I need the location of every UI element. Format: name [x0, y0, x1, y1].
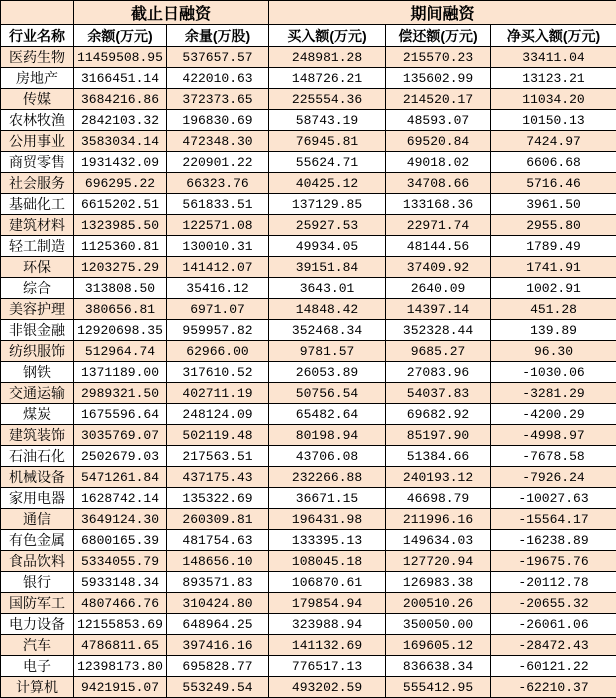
- value-cell: 62966.00: [167, 341, 269, 362]
- value-cell: 9781.57: [269, 341, 386, 362]
- column-header-row: [1, 25, 616, 47]
- column-header-industry: 行业名称: [1, 25, 74, 47]
- value-cell: 215570.23: [386, 47, 491, 68]
- industry-cell: 商贸零售: [1, 152, 74, 173]
- industry-cell: 建筑装饰: [1, 425, 74, 446]
- value-cell: 317610.52: [167, 362, 269, 383]
- value-cell: 130010.31: [167, 236, 269, 257]
- value-cell: 323988.94: [269, 614, 386, 635]
- table-row: [1, 488, 616, 509]
- value-cell: 14397.14: [386, 299, 491, 320]
- value-cell: -7926.24: [491, 467, 616, 488]
- value-cell: 14848.42: [269, 299, 386, 320]
- value-cell: 3166451.14: [74, 68, 167, 89]
- value-cell: 133168.36: [386, 194, 491, 215]
- value-cell: 55624.71: [269, 152, 386, 173]
- industry-cell: 综合: [1, 278, 74, 299]
- value-cell: 11034.20: [491, 89, 616, 110]
- column-header-balance: 余额(万元): [74, 25, 167, 47]
- value-cell: 217563.51: [167, 446, 269, 467]
- value-cell: 26053.89: [269, 362, 386, 383]
- value-cell: 776517.13: [269, 656, 386, 677]
- value-cell: 3583034.14: [74, 131, 167, 152]
- value-cell: 96.30: [491, 341, 616, 362]
- value-cell: 352468.34: [269, 320, 386, 341]
- table-row: [1, 362, 616, 383]
- value-cell: 225554.36: [269, 89, 386, 110]
- value-cell: 69520.84: [386, 131, 491, 152]
- table-row: [1, 89, 616, 110]
- value-cell: 3649124.30: [74, 509, 167, 530]
- table-row: [1, 215, 616, 236]
- value-cell: 1789.49: [491, 236, 616, 257]
- value-cell: -20112.78: [491, 572, 616, 593]
- industry-cell: 纺织服饰: [1, 341, 74, 362]
- corner-cell: [1, 1, 74, 25]
- value-cell: 149634.03: [386, 530, 491, 551]
- value-cell: 402711.19: [167, 383, 269, 404]
- value-cell: 836638.34: [386, 656, 491, 677]
- industry-cell: 农林牧渔: [1, 110, 74, 131]
- value-cell: 10150.13: [491, 110, 616, 131]
- table-row: [1, 131, 616, 152]
- value-cell: 397416.16: [167, 635, 269, 656]
- value-cell: 3643.01: [269, 278, 386, 299]
- industry-cell: 电子: [1, 656, 74, 677]
- value-cell: 49934.05: [269, 236, 386, 257]
- value-cell: 12398173.80: [74, 656, 167, 677]
- value-cell: 4786811.65: [74, 635, 167, 656]
- table-row: [1, 257, 616, 278]
- industry-cell: 家用电器: [1, 488, 74, 509]
- value-cell: -4200.29: [491, 404, 616, 425]
- industry-cell: 非银金融: [1, 320, 74, 341]
- value-cell: 240193.12: [386, 467, 491, 488]
- value-cell: -28472.43: [491, 635, 616, 656]
- value-cell: 141132.69: [269, 635, 386, 656]
- industry-cell: 房地产: [1, 68, 74, 89]
- value-cell: 1125360.81: [74, 236, 167, 257]
- column-header-net-buy-amount: 净买入额(万元): [491, 25, 616, 47]
- table-row: [1, 404, 616, 425]
- value-cell: 481754.63: [167, 530, 269, 551]
- industry-cell: 基础化工: [1, 194, 74, 215]
- value-cell: 372373.65: [167, 89, 269, 110]
- industry-cell: 轻工制造: [1, 236, 74, 257]
- table-row: [1, 551, 616, 572]
- value-cell: 12920698.35: [74, 320, 167, 341]
- group-header-financing-balance: 截止日融资: [74, 1, 269, 25]
- value-cell: -4998.97: [491, 425, 616, 446]
- value-cell: 352328.44: [386, 320, 491, 341]
- value-cell: 1741.91: [491, 257, 616, 278]
- value-cell: 6971.07: [167, 299, 269, 320]
- industry-cell: 国防军工: [1, 593, 74, 614]
- value-cell: 6615202.51: [74, 194, 167, 215]
- value-cell: 196431.98: [269, 509, 386, 530]
- value-cell: 43706.08: [269, 446, 386, 467]
- value-cell: 122571.08: [167, 215, 269, 236]
- value-cell: 380656.81: [74, 299, 167, 320]
- value-cell: 58743.19: [269, 110, 386, 131]
- value-cell: 422010.63: [167, 68, 269, 89]
- value-cell: 39151.84: [269, 257, 386, 278]
- value-cell: -19675.76: [491, 551, 616, 572]
- value-cell: 169605.12: [386, 635, 491, 656]
- value-cell: -26061.06: [491, 614, 616, 635]
- value-cell: 200510.26: [386, 593, 491, 614]
- value-cell: 1628742.14: [74, 488, 167, 509]
- value-cell: 27083.96: [386, 362, 491, 383]
- value-cell: 76945.81: [269, 131, 386, 152]
- value-cell: 1203275.29: [74, 257, 167, 278]
- value-cell: 36671.15: [269, 488, 386, 509]
- table-row: [1, 194, 616, 215]
- value-cell: 54037.83: [386, 383, 491, 404]
- value-cell: 5334055.79: [74, 551, 167, 572]
- value-cell: 1931432.09: [74, 152, 167, 173]
- table-row: [1, 530, 616, 551]
- value-cell: 106870.61: [269, 572, 386, 593]
- value-cell: 472348.30: [167, 131, 269, 152]
- value-cell: 220901.22: [167, 152, 269, 173]
- industry-cell: 医药生物: [1, 47, 74, 68]
- value-cell: 553249.54: [167, 677, 269, 698]
- column-header-volume: 余量(万股): [167, 25, 269, 47]
- value-cell: 1371189.00: [74, 362, 167, 383]
- table-row: [1, 110, 616, 131]
- value-cell: 6800165.39: [74, 530, 167, 551]
- value-cell: 350050.00: [386, 614, 491, 635]
- industry-cell: 建筑材料: [1, 215, 74, 236]
- value-cell: 9421915.07: [74, 677, 167, 698]
- table-row: [1, 320, 616, 341]
- table-row: [1, 68, 616, 89]
- value-cell: 2955.80: [491, 215, 616, 236]
- value-cell: 80198.94: [269, 425, 386, 446]
- value-cell: 13123.21: [491, 68, 616, 89]
- value-cell: 133395.13: [269, 530, 386, 551]
- value-cell: -15564.17: [491, 509, 616, 530]
- value-cell: -16238.89: [491, 530, 616, 551]
- value-cell: 2842103.32: [74, 110, 167, 131]
- value-cell: 3961.50: [491, 194, 616, 215]
- value-cell: 12155853.69: [74, 614, 167, 635]
- industry-cell: 社会服务: [1, 173, 74, 194]
- table-row: [1, 173, 616, 194]
- value-cell: 310424.80: [167, 593, 269, 614]
- value-cell: 493202.59: [269, 677, 386, 698]
- value-cell: 959957.82: [167, 320, 269, 341]
- value-cell: 451.28: [491, 299, 616, 320]
- value-cell: 11459508.95: [74, 47, 167, 68]
- value-cell: 5716.46: [491, 173, 616, 194]
- table-row: [1, 47, 616, 68]
- industry-cell: 计算机: [1, 677, 74, 698]
- value-cell: 50756.54: [269, 383, 386, 404]
- value-cell: 179854.94: [269, 593, 386, 614]
- value-cell: 139.89: [491, 320, 616, 341]
- value-cell: 3035769.07: [74, 425, 167, 446]
- value-cell: 561833.51: [167, 194, 269, 215]
- industry-cell: 汽车: [1, 635, 74, 656]
- value-cell: 51384.66: [386, 446, 491, 467]
- industry-cell: 环保: [1, 257, 74, 278]
- value-cell: 35416.12: [167, 278, 269, 299]
- table-body: [1, 47, 616, 698]
- value-cell: 2502679.03: [74, 446, 167, 467]
- industry-cell: 食品饮料: [1, 551, 74, 572]
- value-cell: 6606.68: [491, 152, 616, 173]
- table-row: [1, 278, 616, 299]
- value-cell: 48144.56: [386, 236, 491, 257]
- value-cell: 7424.97: [491, 131, 616, 152]
- value-cell: 437175.43: [167, 467, 269, 488]
- table-row: [1, 677, 616, 698]
- value-cell: 512964.74: [74, 341, 167, 362]
- industry-cell: 通信: [1, 509, 74, 530]
- value-cell: 66323.76: [167, 173, 269, 194]
- value-cell: 126983.38: [386, 572, 491, 593]
- industry-cell: 传媒: [1, 89, 74, 110]
- value-cell: 211996.16: [386, 509, 491, 530]
- value-cell: 648964.25: [167, 614, 269, 635]
- value-cell: 49018.02: [386, 152, 491, 173]
- value-cell: 135602.99: [386, 68, 491, 89]
- industry-cell: 有色金属: [1, 530, 74, 551]
- value-cell: 5471261.84: [74, 467, 167, 488]
- table-row: [1, 236, 616, 257]
- group-header-row: [1, 1, 616, 25]
- value-cell: 196830.69: [167, 110, 269, 131]
- table-row: [1, 446, 616, 467]
- value-cell: 148726.21: [269, 68, 386, 89]
- value-cell: 1323985.50: [74, 215, 167, 236]
- table-row: [1, 425, 616, 446]
- industry-cell: 石油石化: [1, 446, 74, 467]
- industry-cell: 美容护理: [1, 299, 74, 320]
- table-row: [1, 299, 616, 320]
- table-row: [1, 635, 616, 656]
- value-cell: 313808.50: [74, 278, 167, 299]
- value-cell: 248124.09: [167, 404, 269, 425]
- value-cell: 33411.04: [491, 47, 616, 68]
- value-cell: 9685.27: [386, 341, 491, 362]
- value-cell: 4807466.76: [74, 593, 167, 614]
- value-cell: 135322.69: [167, 488, 269, 509]
- value-cell: 893571.83: [167, 572, 269, 593]
- column-header-repay-amount: 偿还额(万元): [386, 25, 491, 47]
- value-cell: 3684216.86: [74, 89, 167, 110]
- table-row: [1, 572, 616, 593]
- value-cell: 1675596.64: [74, 404, 167, 425]
- value-cell: -10027.63: [491, 488, 616, 509]
- value-cell: 65482.64: [269, 404, 386, 425]
- industry-cell: 交通运输: [1, 383, 74, 404]
- industry-cell: 钢铁: [1, 362, 74, 383]
- value-cell: 260309.81: [167, 509, 269, 530]
- value-cell: 40425.12: [269, 173, 386, 194]
- table-row: [1, 152, 616, 173]
- value-cell: 214520.17: [386, 89, 491, 110]
- industry-cell: 煤炭: [1, 404, 74, 425]
- value-cell: 502119.48: [167, 425, 269, 446]
- value-cell: -7678.58: [491, 446, 616, 467]
- value-cell: 1002.91: [491, 278, 616, 299]
- industry-cell: 银行: [1, 572, 74, 593]
- value-cell: 34708.66: [386, 173, 491, 194]
- value-cell: 46698.79: [386, 488, 491, 509]
- table-row: [1, 614, 616, 635]
- table-row: [1, 656, 616, 677]
- value-cell: 2640.09: [386, 278, 491, 299]
- value-cell: 69682.92: [386, 404, 491, 425]
- industry-cell: 公用事业: [1, 131, 74, 152]
- table-row: [1, 341, 616, 362]
- value-cell: 695828.77: [167, 656, 269, 677]
- value-cell: 48593.07: [386, 110, 491, 131]
- value-cell: 25927.53: [269, 215, 386, 236]
- value-cell: 232266.88: [269, 467, 386, 488]
- value-cell: 555412.95: [386, 677, 491, 698]
- value-cell: 2989321.50: [74, 383, 167, 404]
- value-cell: -62210.37: [491, 677, 616, 698]
- group-header-period-financing: 期间融资: [269, 1, 616, 25]
- value-cell: 85197.90: [386, 425, 491, 446]
- value-cell: -20655.32: [491, 593, 616, 614]
- value-cell: 248981.28: [269, 47, 386, 68]
- value-cell: 137129.85: [269, 194, 386, 215]
- table-row: [1, 467, 616, 488]
- value-cell: 108045.18: [269, 551, 386, 572]
- value-cell: 37409.92: [386, 257, 491, 278]
- value-cell: 537657.57: [167, 47, 269, 68]
- industry-cell: 电力设备: [1, 614, 74, 635]
- industry-cell: 机械设备: [1, 467, 74, 488]
- value-cell: 148656.10: [167, 551, 269, 572]
- value-cell: 141412.07: [167, 257, 269, 278]
- table-row: [1, 383, 616, 404]
- value-cell: -1030.06: [491, 362, 616, 383]
- value-cell: 5933148.34: [74, 572, 167, 593]
- value-cell: 696295.22: [74, 173, 167, 194]
- value-cell: -3281.29: [491, 383, 616, 404]
- table-row: [1, 509, 616, 530]
- value-cell: 127720.94: [386, 551, 491, 572]
- value-cell: -60121.22: [491, 656, 616, 677]
- column-header-buy-amount: 买入额(万元): [269, 25, 386, 47]
- value-cell: 22971.74: [386, 215, 491, 236]
